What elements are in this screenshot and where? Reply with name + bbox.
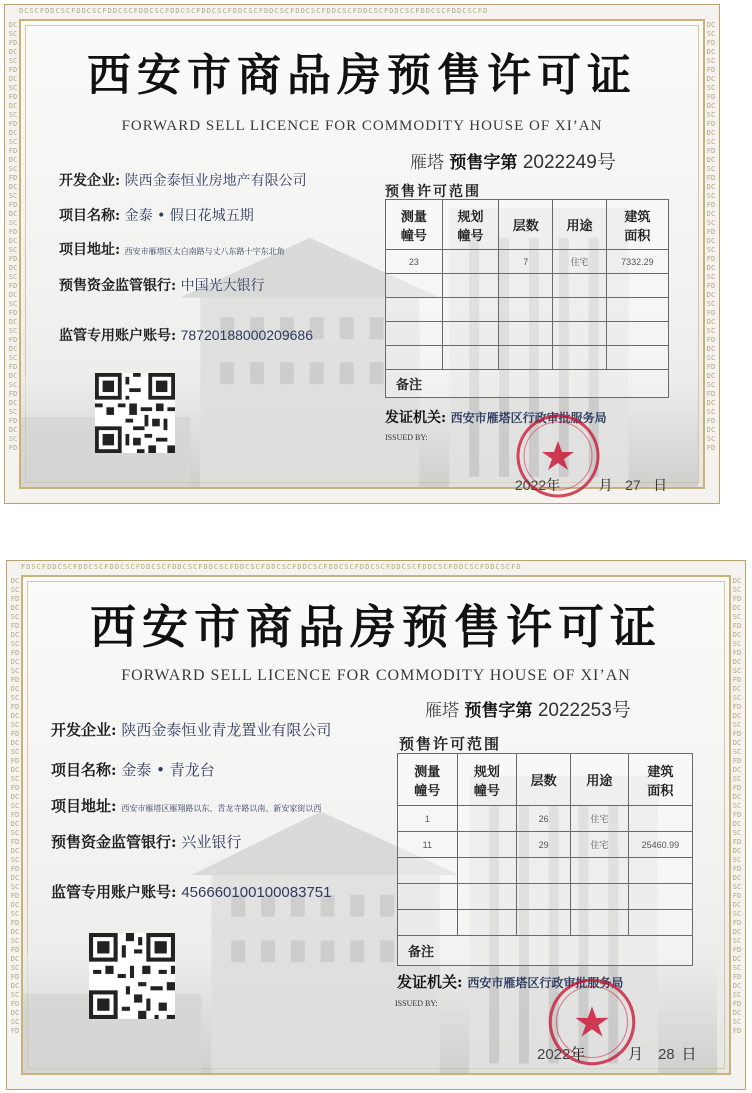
- note-row: [398, 936, 693, 966]
- project-name-field: 项目名称: 金泰 • 青龙台: [51, 761, 215, 779]
- header-area: 建筑 面积: [628, 754, 692, 806]
- project-name-field: 项目名称: 金泰 • 假日花城五期: [59, 208, 254, 224]
- table-row: 11 29 住宅 25460.99: [398, 832, 693, 858]
- header-usage: 用途: [553, 200, 607, 250]
- certificate-2022253: [6, 560, 746, 1090]
- table-row: [398, 910, 693, 936]
- table-row: 23 7 住宅 7332.29: [386, 250, 669, 274]
- scope-title: 预售许可范围: [385, 184, 481, 200]
- project-address-field: 项目地址: 西安市雁塔区太白南路与丈八东路十字东北角: [59, 242, 285, 258]
- header-area: 建筑 面积: [606, 200, 668, 250]
- certificate-title: 西安市商品房预售许可证: [87, 50, 637, 101]
- scope-title: 预售许可范围: [399, 735, 502, 753]
- security-border-right: DCSCFDDCSCFDDCSCFDDCSCFDDCSCFDDCSCFDDCSCFDDCSCFDDCSCFDDCSCFDDCSCFDDCSCFDDCSCFDDCSCFDDCSCFDDCSCFDDCSCFD: [732, 577, 742, 1035]
- note-label: 备注: [386, 370, 669, 398]
- header-survey-building: 测量 幢号: [386, 200, 443, 250]
- issued-by-label: ISSUED BY:: [385, 433, 428, 442]
- table-row: 1 26 住宅: [398, 806, 693, 832]
- header-usage: 用途: [571, 754, 629, 806]
- security-border-left: DCSCFDDCSCFDDCSCFDDCSCFDDCSCFDDCSCFDDCSCFDDCSCFDDCSCFDDCSCFDDCSCFDDCSCFDDCSCFDDCSCFDDCSCFDDCSCFDDCSCFD: [10, 577, 20, 1035]
- certificate-2022249: [4, 4, 720, 504]
- security-border-right: DCSCFDDCSCFDDCSCFDDCSCFDDCSCFDDCSCFDDCSCFDDCSCFDDCSCFDDCSCFDDCSCFDDCSCFDDCSCFDDCSCFDDCSCFDDCSCFD: [706, 21, 716, 452]
- permit-number: 雁塔 预售字第 2022249号: [410, 152, 616, 173]
- table-row: [386, 346, 669, 370]
- table-row: [386, 322, 669, 346]
- note-label: 备注: [398, 936, 693, 966]
- project-address-field: 项目地址: 西安市雁塔区雁翔路以东、青龙寺路以南、新安家街以西: [51, 797, 322, 815]
- issuer-field: 发证机关: 西安市雁塔区行政审批服务局: [385, 410, 607, 426]
- issuer-field: 发证机关: 西安市雁塔区行政审批服务局: [397, 973, 624, 991]
- header-plan-building: 规划 幢号: [457, 754, 517, 806]
- account-field: 监管专用账户账号: 78720188000209686: [59, 327, 313, 344]
- account-field: 监管专用账户账号: 456660100100083751: [51, 883, 332, 901]
- developer-field: 开发企业: 陕西金泰恒业房地产有限公司: [59, 173, 307, 189]
- header-floors: 层数: [517, 754, 571, 806]
- issued-by-label: ISSUED BY:: [395, 999, 438, 1008]
- permit-number: 雁塔 预售字第 2022253号: [425, 700, 631, 721]
- certificate-subtitle: FORWARD SELL LICENCE FOR COMMODITY HOUSE OF XI’AN: [121, 667, 631, 684]
- security-border-left: DCSCFDDCSCFDDCSCFDDCSCFDDCSCFDDCSCFDDCSCFDDCSCFDDCSCFDDCSCFDDCSCFDDCSCFDDCSCFDDCSCFDDCSCFDDCSCFD: [8, 21, 18, 452]
- header-survey-building: 测量 幢号: [398, 754, 458, 806]
- qr-code-icon: [95, 373, 175, 453]
- developer-field: 开发企业: 陕西金泰恒业青龙置业有限公司: [51, 721, 332, 739]
- certificate-title: 西安市商品房预售许可证: [90, 600, 662, 654]
- bank-field: 预售资金监管银行: 兴业银行: [51, 833, 242, 851]
- scope-table: [385, 199, 669, 398]
- issue-date: 2022年 月 27 日: [515, 477, 668, 494]
- issue-date: 2022年 月 28 日: [537, 1045, 697, 1063]
- note-row: [386, 370, 669, 398]
- security-border-top: FDSCFDDCSCFDDCSCFDDCSCFDDCSCFDDCSCFDDCSCFDDCSCFDDCSCFDDCSCFDDCSCFDDCSCFDDCSCFDDCSCFDDCSCFDDCSCFD: [21, 563, 522, 571]
- certificate-subtitle: FORWARD SELL LICENCE FOR COMMODITY HOUSE OF XI’AN: [121, 118, 603, 134]
- table-row: [386, 274, 669, 298]
- table-row: [398, 884, 693, 910]
- bank-field: 预售资金监管银行: 中国光大银行: [59, 278, 265, 294]
- scope-table: [397, 753, 693, 966]
- header-plan-building: 规划 幢号: [442, 200, 499, 250]
- security-border-top: DCSCFDDCSCFDDCSCFDDCSCFDDCSCFDDCSCFDDCSCFDDCSCFDDCSCFDDCSCFDDCSCFDDCSCFDDCSCFDDCSCFDDCSCFD: [19, 7, 489, 15]
- table-row: [398, 858, 693, 884]
- table-row: [386, 298, 669, 322]
- qr-code-icon: [89, 933, 175, 1019]
- header-floors: 层数: [499, 200, 553, 250]
